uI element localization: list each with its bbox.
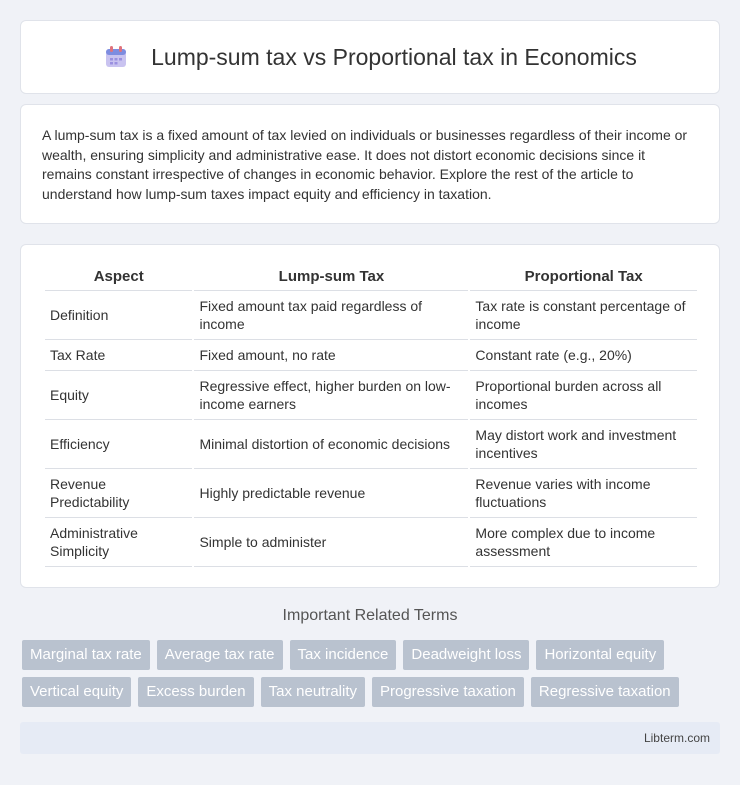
tag-progressive-taxation[interactable]: Progressive taxation: [372, 677, 524, 707]
table-cell: Proportional burden across all incomes: [470, 371, 697, 420]
table-row: [45, 518, 697, 567]
table-row: [45, 371, 697, 420]
tag-marginal-tax-rate[interactable]: Marginal tax rate: [22, 640, 150, 670]
related-terms-tags: [22, 640, 722, 714]
table-cell: Tax Rate: [45, 340, 192, 371]
tag-row: [22, 640, 722, 670]
table-cell: Revenue Predictability: [45, 469, 192, 518]
table-cell: Fixed amount tax paid regardless of income: [194, 291, 468, 340]
intro-card: [20, 104, 720, 224]
table-header-row: [45, 263, 697, 291]
table-cell: Administrative Simplicity: [45, 518, 192, 567]
table-cell: Regressive effect, higher burden on low-income earners: [194, 371, 468, 420]
tag-tax-neutrality[interactable]: Tax neutrality: [261, 677, 365, 707]
tag-vertical-equity[interactable]: Vertical equity: [22, 677, 131, 707]
footer-site-link[interactable]: Libterm.com: [643, 731, 710, 745]
table-cell: Constant rate (e.g., 20%): [470, 340, 697, 371]
tag-row: [22, 677, 722, 707]
footer: [20, 722, 720, 754]
tag-excess-burden[interactable]: Excess burden: [138, 677, 253, 707]
tag-deadweight-loss[interactable]: Deadweight loss: [403, 640, 529, 670]
table-cell: May distort work and investment incentives: [470, 420, 697, 469]
table-cell: Simple to administer: [194, 518, 468, 567]
calendar-icon: [103, 44, 129, 70]
table-cell: Tax rate is constant percentage of income: [470, 291, 697, 340]
table-row: [45, 420, 697, 469]
comparison-table-card: [20, 244, 720, 588]
table-row: [45, 469, 697, 518]
table-cell: Fixed amount, no rate: [194, 340, 468, 371]
header-lump-sum: Lump-sum Tax: [194, 263, 468, 291]
table-cell: More complex due to income assessment: [470, 518, 697, 567]
related-terms-title: Important Related Terms: [282, 607, 458, 624]
tag-tax-incidence[interactable]: Tax incidence: [290, 640, 397, 670]
intro-text: A lump-sum tax is a fixed amount of tax levied on individuals or businesses regardless of their income or wealth, ensuring simplicity and administrative ease. It does not distort economic decisions since it remains constant irrespective of changes in economic behavior. Explore the rest of the article to understand how lump-sum taxes impact equity and efficiency in taxation.: [42, 127, 688, 202]
page-title: Lump-sum tax vs Proportional tax in Economics: [151, 43, 637, 70]
table-cell: Minimal distortion of economic decisions: [194, 420, 468, 469]
header-aspect: Aspect: [45, 263, 192, 291]
tag-average-tax-rate[interactable]: Average tax rate: [157, 640, 283, 670]
header-card: [20, 20, 720, 94]
table-cell: Efficiency: [45, 420, 192, 469]
header-proportional: Proportional Tax: [470, 263, 697, 291]
table-cell: Highly predictable revenue: [194, 469, 468, 518]
table-cell: Definition: [45, 291, 192, 340]
tag-horizontal-equity[interactable]: Horizontal equity: [536, 640, 664, 670]
table-cell: Equity: [45, 371, 192, 420]
comparison-table: [43, 263, 699, 567]
table-cell: Revenue varies with income fluctuations: [470, 469, 697, 518]
tag-regressive-taxation[interactable]: Regressive taxation: [531, 677, 679, 707]
table-row: [45, 340, 697, 371]
table-row: [45, 291, 697, 340]
